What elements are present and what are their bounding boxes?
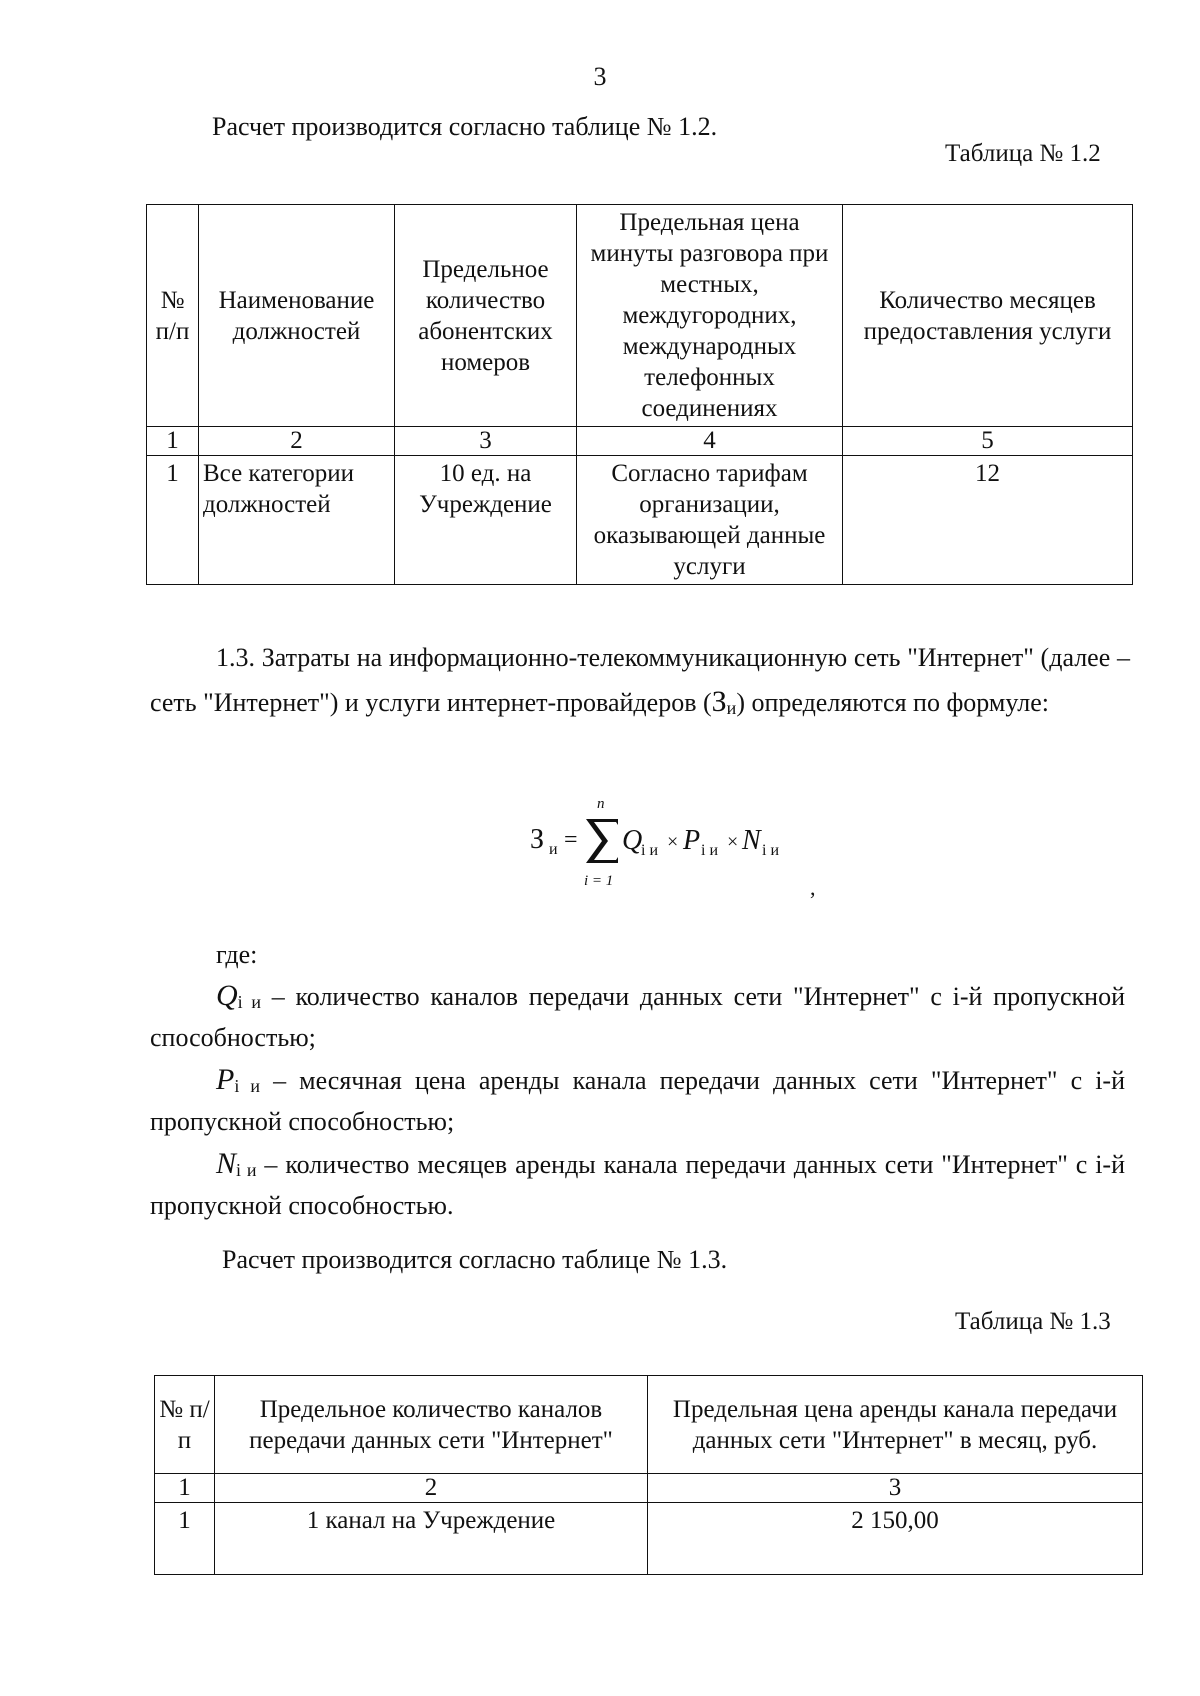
definition-symbol-sub: i и: [234, 1076, 261, 1096]
definition-text: – количество месяцев аренды канала передачи данных сети "Интернет" с i-й пропускной способностью.: [150, 1150, 1125, 1220]
definition-p: [150, 1062, 1125, 1140]
column-number-row: [155, 1474, 1143, 1503]
formula-times-1: ×: [667, 831, 679, 853]
position-name: Все категории должностей: [199, 456, 395, 585]
definition-text: – количество каналов передачи данных сети "Интернет" с i-й пропускной способностью;: [150, 982, 1125, 1052]
table-12-caption: Таблица № 1.2: [945, 140, 1101, 167]
minute-price: Согласно тарифам организации, оказывающей данные услуги: [577, 456, 843, 585]
formula-equals: =: [564, 827, 578, 853]
column-number: 3: [648, 1474, 1143, 1503]
definition-symbol-sub: i и: [237, 992, 262, 1012]
formula-lhs: З: [530, 824, 545, 855]
header-cell: Предельная цена аренды канала передачи данных сети "Интернет" в месяц, руб.: [648, 1376, 1143, 1474]
table-row: [147, 456, 1133, 585]
formula-term-n: N: [742, 825, 761, 856]
table-13-caption: Таблица № 1.3: [955, 1308, 1111, 1335]
column-number: 5: [843, 427, 1133, 456]
definition-symbol: P: [216, 1063, 235, 1096]
definition-text: – месячная цена аренды канала передачи данных сети "Интернет" с i-й пропускной способностью;: [150, 1066, 1125, 1136]
table-1-3: [154, 1375, 1143, 1575]
header-cell: № п/п: [155, 1376, 215, 1474]
formula-term-p-sub: i и: [701, 842, 719, 859]
formula-lhs-sub: и: [549, 841, 558, 858]
header-cell: Предельное количество абонентских номеров: [395, 205, 577, 427]
section-1-3-text: 1.3. Затраты на информационно-телекоммуникационную сеть "Интернет" (далее – сеть "Интернет") и услуги интернет-провайдеров (: [150, 643, 1130, 717]
definition-symbol-sub: i и: [236, 1160, 257, 1180]
column-number: 1: [147, 427, 199, 456]
formula-term-p: P: [683, 825, 701, 856]
sum-upper-limit: n: [597, 796, 605, 812]
definition-q: [150, 978, 1125, 1056]
page-number: 3: [593, 62, 607, 91]
formula-term-n-sub: i и: [762, 842, 780, 859]
channel-price: 2 150,00: [648, 1503, 1143, 1575]
sum-icon: [586, 819, 618, 863]
formula-times-2: ×: [727, 831, 739, 853]
table-header-row: [155, 1376, 1143, 1474]
header-cell: № п/п: [147, 205, 199, 427]
table-1-2: [146, 204, 1133, 585]
table-13-intro: Расчет производится согласно таблице № 1.3.: [222, 1245, 728, 1274]
definition-n: [150, 1146, 1125, 1224]
formula-term-q-sub: i и: [641, 842, 659, 859]
header-cell: Количество месяцев предоставления услуги: [843, 205, 1133, 427]
months-count: 12: [843, 456, 1133, 585]
cost-symbol-sub: и: [726, 698, 737, 718]
table-header-row: [147, 205, 1133, 427]
cost-formula: [530, 795, 850, 895]
definition-symbol: Q: [216, 979, 238, 1012]
formula-term-q: Q: [622, 825, 643, 856]
table-12-intro: Расчет производится согласно таблице № 1.2.: [212, 112, 718, 141]
section-1-3-text-end: ) определяются по формуле:: [736, 688, 1049, 717]
column-number: 2: [215, 1474, 648, 1503]
subscriber-limit: 10 ед. на Учреждение: [395, 456, 577, 585]
column-number: 3: [395, 427, 577, 456]
formula-comma: ,: [810, 875, 816, 900]
header-cell: Предельное количество каналов передачи данных сети "Интернет": [215, 1376, 648, 1474]
where-label: где:: [216, 940, 258, 969]
column-number: 1: [155, 1474, 215, 1503]
row-number: 1: [155, 1503, 215, 1575]
table-row: [155, 1503, 1143, 1575]
definition-symbol: N: [216, 1147, 237, 1180]
header-cell: Предельная цена минуты разговора при местных, междугородних, международных телефонных соединениях: [577, 205, 843, 427]
column-number: 2: [199, 427, 395, 456]
cost-symbol: З: [711, 685, 727, 718]
column-number-row: [147, 427, 1133, 456]
sum-lower-limit: i = 1: [584, 873, 614, 889]
header-cell: Наименование должностей: [199, 205, 395, 427]
channel-limit: 1 канал на Учреждение: [215, 1503, 648, 1575]
column-number: 4: [577, 427, 843, 456]
section-1-3-paragraph: [150, 636, 1130, 730]
row-number: 1: [147, 456, 199, 585]
